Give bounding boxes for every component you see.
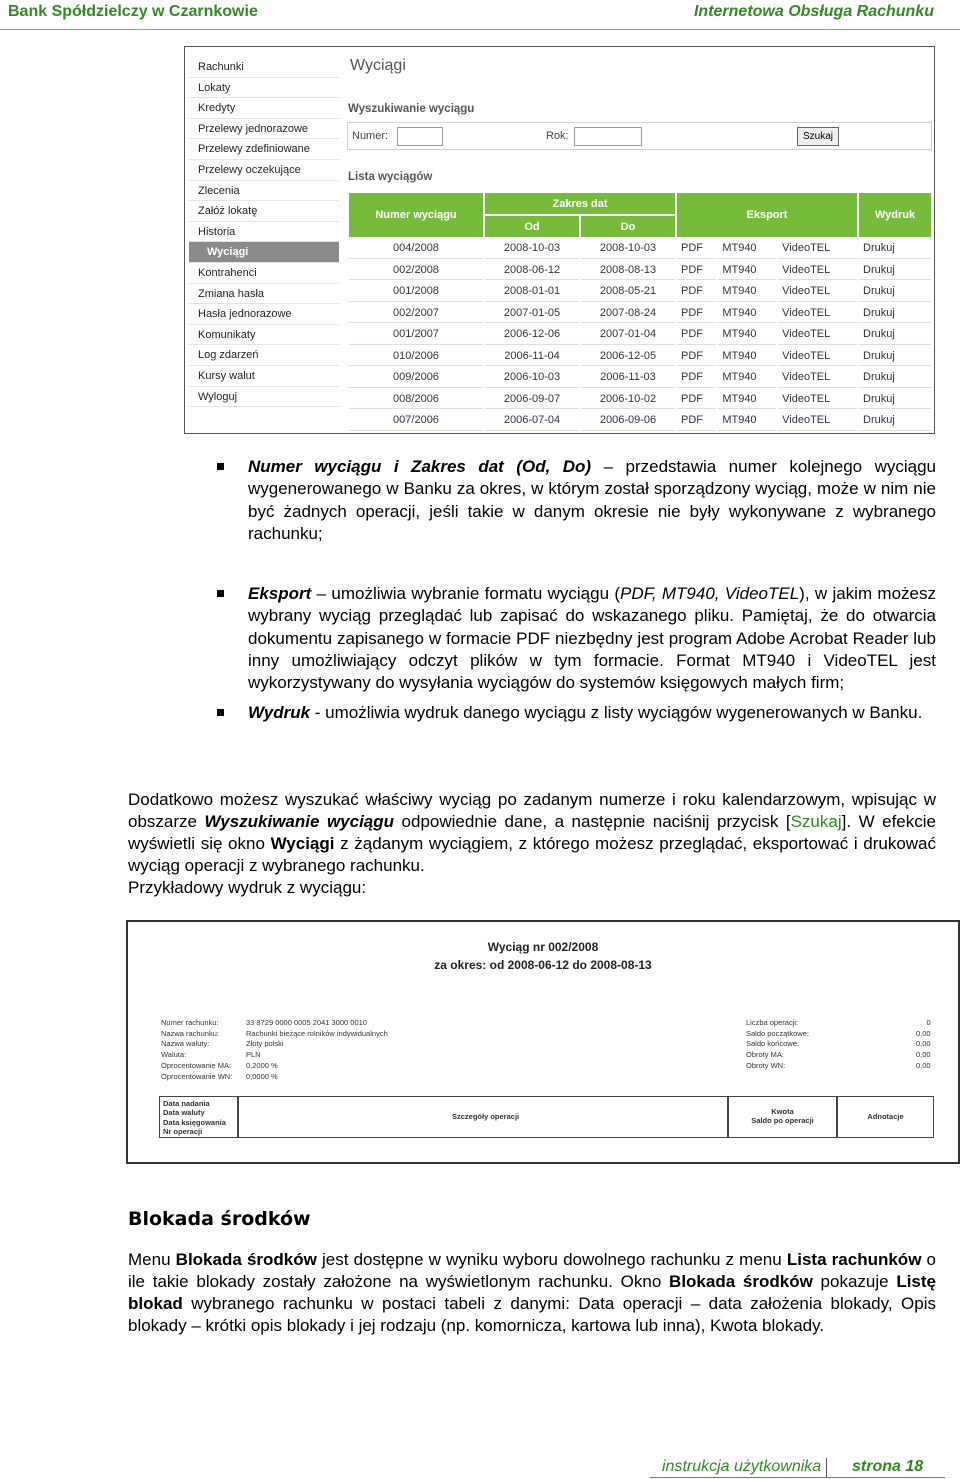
menu-item[interactable]: Hasła jednorazowe <box>189 304 339 325</box>
od-cell: 2008-10-03 <box>485 239 579 259</box>
videotel-link[interactable]: VideoTEL <box>778 282 857 302</box>
drukuj-link[interactable]: Drukuj <box>859 325 931 345</box>
do-cell: 2006-12-05 <box>581 347 675 367</box>
bullet-square-icon <box>217 590 224 597</box>
paragraph-blokada <box>128 1249 936 1337</box>
menu-item[interactable]: Przelewy zdefiniowane <box>189 139 339 160</box>
footer-separator <box>826 1458 827 1478</box>
numer-input[interactable] <box>397 127 443 146</box>
od-cell: 2006-12-06 <box>485 325 579 345</box>
statement-sample <box>126 920 960 1164</box>
sample-title: Wyciąg nr 002/2008 <box>487 940 599 954</box>
p1-e: ]. W efekcie wyświetli się okno <box>128 812 936 853</box>
menu-item[interactable]: Przelewy oczekujące <box>189 160 339 181</box>
screenshot-wyciagi <box>184 46 935 434</box>
menu-item[interactable]: Przelewy jednorazowe <box>189 119 339 140</box>
pdf-link[interactable]: PDF <box>677 411 716 431</box>
sample-col-dates: Data nadania Data waluty Data księgowania Nr operacji <box>159 1096 238 1138</box>
sample-left-labels: Numer rachunku: Nazwa rachunku: Nazwa waluty: Waluta: Oprocentowanie MA: Oprocentowanie WN: <box>161 1018 233 1081</box>
menu-item[interactable]: Historia <box>189 222 339 243</box>
sample-period: za okres: od 2008-06-12 do 2008-08-13 <box>434 958 652 972</box>
table-row <box>349 282 931 302</box>
do-cell: 2006-11-03 <box>581 368 675 388</box>
od-cell: 2006-07-04 <box>485 411 579 431</box>
search-heading: Wyszukiwanie wyciągu <box>348 103 475 115</box>
footer-rule <box>650 1477 945 1478</box>
page-title: Wyciągi <box>350 57 406 74</box>
szukaj-button[interactable]: Szukaj <box>797 127 839 146</box>
table-row <box>349 304 931 324</box>
bullet-square-icon <box>217 463 224 470</box>
menu-item[interactable]: Kredyty <box>189 98 339 119</box>
menu-item[interactable]: Zmiana hasła <box>189 284 339 305</box>
menu-item[interactable]: Kontrahenci <box>189 263 339 284</box>
mt940-link[interactable]: MT940 <box>718 282 776 302</box>
s-c: jest dostępne w wyniku wyboru dowolnego rachunku z menu <box>316 1250 787 1269</box>
od-cell: 2008-06-12 <box>485 261 579 281</box>
videotel-link[interactable]: VideoTEL <box>778 411 857 431</box>
text-eksport-a: – umożliwia wybranie formatu wyciągu ( <box>311 584 621 604</box>
pdf-link[interactable]: PDF <box>677 325 716 345</box>
do-cell: 2008-10-03 <box>581 239 675 259</box>
menu-item[interactable]: Zlecenia <box>189 181 339 202</box>
videotel-link[interactable]: VideoTEL <box>778 325 857 345</box>
numer-cell: 002/2007 <box>349 304 483 324</box>
footer-doc: instrukcja użytkownika <box>662 1458 822 1475</box>
drukuj-link[interactable]: Drukuj <box>859 304 931 324</box>
mt940-link[interactable]: MT940 <box>718 347 776 367</box>
numer-cell: 009/2006 <box>349 368 483 388</box>
pdf-link[interactable]: PDF <box>677 239 716 259</box>
sample-col-amount: Kwota Saldo po operacji <box>728 1096 837 1138</box>
sample-right-labels: Liczba operacji: Saldo początkowe: Saldo końcowe: Obroty MA: Obroty WN: <box>746 1018 809 1070</box>
col-do: Do <box>581 216 675 237</box>
numer-cell: 004/2008 <box>349 239 483 259</box>
table-row <box>349 411 931 431</box>
drukuj-link[interactable]: Drukuj <box>859 239 931 259</box>
numer-cell: 002/2008 <box>349 261 483 281</box>
menu-item[interactable]: Wyloguj <box>189 387 339 408</box>
menu-item[interactable]: Załóż lokatę <box>189 201 339 222</box>
table-row <box>349 239 931 259</box>
mt940-link[interactable]: MT940 <box>718 261 776 281</box>
mt940-link[interactable]: MT940 <box>718 368 776 388</box>
s-g: pokazuje <box>812 1272 897 1291</box>
s-f: Blokada środków <box>669 1272 813 1291</box>
p1-g: z żądanym wyciągiem, z którego możesz przeglądać, eksportować i drukować wyciąg operacji z wybranego rachunku. <box>128 834 937 875</box>
table-row <box>349 347 931 367</box>
formats: PDF, MT940, VideoTEL <box>620 584 800 604</box>
table-row <box>349 261 931 281</box>
page-number: strona 18 <box>852 1458 924 1475</box>
do-cell: 2006-10-02 <box>581 390 675 410</box>
p1-h: Przykładowy wydruk z wyciągu: <box>128 878 367 897</box>
od-cell: 2008-01-01 <box>485 282 579 302</box>
text-eksport-b: ), w jakim możesz wybrany wyciąg przeglądać lub zapisać do wskazanego pliku. Pamiętaj, że do otwarcia dokumentu zapisanego w formacie PDF niezbędny jest program Adobe Acrobat Reader lub inny umożliwiający odczyt plików w tym formacie. Format MT940 i VideoTEL jest wykorzystywany do wysyłania wyciągów do systemów księgowych małych firm; <box>248 584 936 693</box>
numer-label: Numer: <box>352 130 389 142</box>
p1-a: Dodatkowo możesz wyszukać właściwy wyciąg po zadanym numerze i roku kalendarzowym, wpisując w obszarze <box>128 790 936 831</box>
text-wydruk: - umożliwia wydruk danego wyciągu z listy wyciągów wygenerowanych w Banku. <box>310 702 923 722</box>
p1-b: Wyszukiwanie wyciągu <box>204 812 395 831</box>
col-zakres: Zakres dat <box>485 193 675 214</box>
paragraph-search <box>128 789 936 899</box>
main-pane <box>347 47 934 434</box>
do-cell: 2008-05-21 <box>581 282 675 302</box>
do-cell: 2008-08-13 <box>581 261 675 281</box>
text-numer: – przedstawia numer kolejnego wyciągu wygenerowanego w Banku za okres, w którym został sporządzony wyciąg, może w nim nie być żadnych operacji, jeśli takie w danym okresie nie były wykonywane z wybranego rachunku; <box>248 457 937 543</box>
videotel-link[interactable]: VideoTEL <box>778 239 857 259</box>
mt940-link[interactable]: MT940 <box>718 304 776 324</box>
statements-table <box>347 191 933 433</box>
do-cell: 2006-09-06 <box>581 411 675 431</box>
drukuj-link[interactable]: Drukuj <box>859 368 931 388</box>
drukuj-link[interactable]: Drukuj <box>859 261 931 281</box>
mt940-link[interactable]: MT940 <box>718 325 776 345</box>
list-heading: Lista wyciągów <box>348 171 433 183</box>
bank-name: Bank Spółdzielczy w Czarnkowie <box>8 3 258 20</box>
videotel-link[interactable]: VideoTEL <box>778 261 857 281</box>
s-h: Listę blokad <box>128 1272 936 1313</box>
sample-col-details: Szczegóły operacji <box>238 1096 728 1138</box>
menu-item[interactable]: Kursy walut <box>189 366 339 387</box>
p1-f: Wyciągi <box>270 834 335 853</box>
col-eksport: Eksport <box>677 193 857 237</box>
od-cell: 2006-09-07 <box>485 390 579 410</box>
table-row <box>349 325 931 345</box>
s-i: wybranego rachunku w postaci tabeli z danymi: Data operacji – data założenia blokady, Opis blokady – krótki opis blokady i jej rodzaju (np. komornicza, kartowa lub inna), Kwota blokady. <box>128 1294 936 1335</box>
s-e: o ile takie blokady zostały założone na wyświetlonym rachunku. Okno <box>128 1250 937 1291</box>
rok-input[interactable] <box>574 127 642 146</box>
numer-cell: 001/2008 <box>349 282 483 302</box>
bullet-eksport <box>216 583 936 694</box>
menu-item[interactable]: Lokaty <box>189 78 339 99</box>
col-od: Od <box>485 216 579 237</box>
pdf-link[interactable]: PDF <box>677 368 716 388</box>
section-heading: Blokada środków <box>128 1208 311 1230</box>
bullet-square-icon <box>217 709 224 716</box>
search-box <box>347 122 932 150</box>
pdf-link[interactable]: PDF <box>677 347 716 367</box>
col-wydruk: Wydruk <box>859 193 931 237</box>
sample-right-values: 0 0,00 0,00 0,00 0,00 <box>916 1018 931 1070</box>
pdf-link[interactable]: PDF <box>677 282 716 302</box>
od-cell: 2007-01-05 <box>485 304 579 324</box>
videotel-link[interactable]: VideoTEL <box>778 390 857 410</box>
numer-cell: 007/2006 <box>349 411 483 431</box>
numer-cell: 010/2006 <box>349 347 483 367</box>
od-cell: 2006-10-03 <box>485 368 579 388</box>
bullet-numer <box>216 456 936 545</box>
table-row <box>349 368 931 388</box>
numer-cell: 001/2007 <box>349 325 483 345</box>
od-cell: 2006-11-04 <box>485 347 579 367</box>
bullet-wydruk <box>216 702 936 724</box>
mt940-link[interactable]: MT940 <box>718 239 776 259</box>
doc-title: Internetowa Obsługa Rachunku <box>693 3 934 20</box>
do-cell: 2007-01-04 <box>581 325 675 345</box>
running-header <box>0 0 960 30</box>
sample-left-values: 33 8729 0000 0005 2041 3000 0010 Rachunki bieżące rolników indywidualnych Złoty polski PLN 0,2000 % 0,0000 % <box>246 1018 388 1081</box>
mt940-link[interactable]: MT940 <box>718 390 776 410</box>
rok-label: Rok: <box>546 130 569 142</box>
menu-item[interactable]: Log zdarzeń <box>189 345 339 366</box>
drukuj-link[interactable]: Drukuj <box>859 411 931 431</box>
term-eksport: Eksport <box>248 584 312 604</box>
sample-col-notes: Adnotacje <box>837 1096 934 1138</box>
bullet-list <box>216 456 936 724</box>
pdf-link[interactable]: PDF <box>677 390 716 410</box>
s-a: Menu <box>128 1250 176 1269</box>
drukuj-link[interactable]: Drukuj <box>859 282 931 302</box>
videotel-link[interactable]: VideoTEL <box>778 347 857 367</box>
term-numer: Numer wyciągu i Zakres dat (Od, Do) <box>248 457 592 476</box>
s-d: Lista rachunków <box>786 1250 922 1269</box>
p1-c: odpowiednie dane, a następnie naciśnij przycisk [ <box>394 812 791 831</box>
drukuj-link[interactable]: Drukuj <box>859 347 931 367</box>
drukuj-link[interactable]: Drukuj <box>859 390 931 410</box>
col-numer: Numer wyciągu <box>349 193 483 237</box>
szukaj-ref: Szukaj <box>790 812 842 831</box>
table-row <box>349 390 931 410</box>
menu-item[interactable]: Komunikaty <box>189 325 339 346</box>
pdf-link[interactable]: PDF <box>677 304 716 324</box>
videotel-link[interactable]: VideoTEL <box>778 304 857 324</box>
side-menu <box>189 57 339 407</box>
s-b: Blokada środków <box>175 1250 317 1269</box>
do-cell: 2007-08-24 <box>581 304 675 324</box>
videotel-link[interactable]: VideoTEL <box>778 368 857 388</box>
pdf-link[interactable]: PDF <box>677 261 716 281</box>
term-wydruk: Wydruk <box>248 702 311 722</box>
menu-item[interactable]: Rachunki <box>189 57 339 78</box>
menu-item[interactable]: Wyciągi <box>189 242 339 263</box>
numer-cell: 008/2006 <box>349 390 483 410</box>
mt940-link[interactable]: MT940 <box>718 411 776 431</box>
